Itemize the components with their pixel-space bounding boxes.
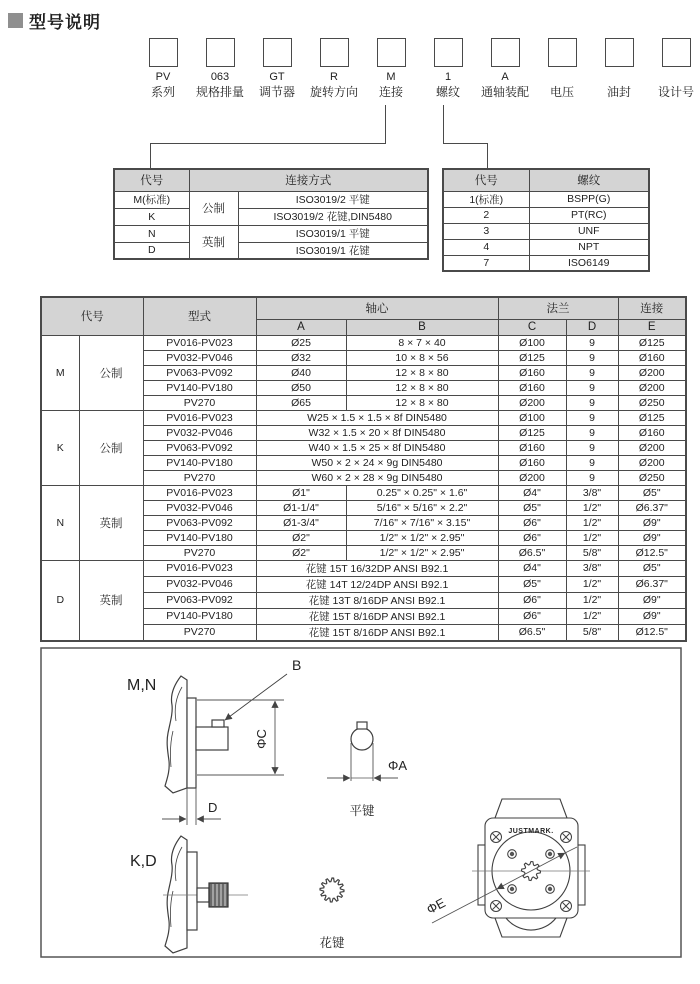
section-unit-cell: 英制 xyxy=(79,485,143,560)
model-cell: PV032-PV046 xyxy=(143,425,256,440)
connector-line xyxy=(443,143,488,144)
d-cell: 1/2" xyxy=(566,592,618,608)
thread-code-table xyxy=(442,168,650,272)
model-code-label: 旋转方向 xyxy=(309,85,358,99)
model-code-label: 系列 xyxy=(150,85,175,99)
e-cell: Ø6.37" xyxy=(618,576,686,592)
b-cell: 8 × 7 × 40 xyxy=(346,335,498,350)
a-cell: Ø40 xyxy=(256,365,346,380)
a-cell: Ø1-3/4" xyxy=(256,515,346,530)
code-cell: M(标准) xyxy=(114,191,189,208)
c-cell: Ø100 xyxy=(498,335,566,350)
model-cell: PV032-PV046 xyxy=(143,576,256,592)
section-bullet-icon xyxy=(8,13,23,28)
code-cell: D xyxy=(114,242,189,259)
e-cell: Ø160 xyxy=(618,425,686,440)
col-header: 螺纹 xyxy=(529,169,649,191)
model-code-item xyxy=(648,38,700,99)
model-code-value xyxy=(648,70,700,85)
col-header: 型式 xyxy=(143,297,256,335)
model-code-box xyxy=(206,38,235,67)
section-unit-cell: 公制 xyxy=(79,335,143,410)
e-cell: Ø9" xyxy=(618,515,686,530)
section-header xyxy=(8,8,101,33)
d-cell: 9 xyxy=(566,365,618,380)
brand-label: JUSTMARK. xyxy=(508,828,554,835)
c-cell: Ø125 xyxy=(498,425,566,440)
thread-cell: UNF xyxy=(529,223,649,239)
model-cell: PV270 xyxy=(143,545,256,560)
model-code-box xyxy=(605,38,634,67)
c-cell: Ø6" xyxy=(498,515,566,530)
e-cell: Ø5" xyxy=(618,485,686,500)
b-cell: 10 × 8 × 56 xyxy=(346,350,498,365)
code-cell: K xyxy=(114,208,189,225)
c-cell: Ø4" xyxy=(498,485,566,500)
c-cell: Ø6.5" xyxy=(498,624,566,641)
model-cell: PV063-PV092 xyxy=(143,592,256,608)
model-code-box xyxy=(149,38,178,67)
shaft-cell: 花键 13T 8/16DP ANSI B92.1 xyxy=(256,592,498,608)
model-cell: PV016-PV023 xyxy=(143,335,256,350)
table-row xyxy=(443,207,649,223)
diagram-border xyxy=(41,648,681,957)
d-cell: 9 xyxy=(566,410,618,425)
model-code-box xyxy=(491,38,520,67)
model-code-label: 连接 xyxy=(378,85,403,99)
table-row xyxy=(41,335,686,350)
connector-line xyxy=(443,105,444,143)
code-cell: 1(标准) xyxy=(443,191,529,207)
c-cell: Ø6" xyxy=(498,530,566,545)
d-cell: 3/8" xyxy=(566,485,618,500)
c-cell: Ø160 xyxy=(498,455,566,470)
shaft-cell: 花键 15T 8/16DP ANSI B92.1 xyxy=(256,608,498,624)
shaft-cell: W60 × 2 × 28 × 9g DIN5480 xyxy=(256,470,498,485)
e-cell: Ø9" xyxy=(618,608,686,624)
section-code-cell: N xyxy=(41,485,79,560)
table-row xyxy=(114,242,428,259)
d-cell: 5/8" xyxy=(566,545,618,560)
model-cell: PV016-PV023 xyxy=(143,560,256,576)
a-cell: Ø2" xyxy=(256,545,346,560)
model-cell: PV140-PV180 xyxy=(143,530,256,545)
model-code-label: 规格排量 xyxy=(195,85,244,99)
code-cell: 3 xyxy=(443,223,529,239)
table-row xyxy=(443,255,649,271)
dim-label-d: D xyxy=(208,800,218,815)
model-code-item xyxy=(135,38,191,99)
table-row xyxy=(443,191,649,207)
col-header: 代号 xyxy=(41,297,143,335)
c-cell: Ø6.5" xyxy=(498,545,566,560)
section-code-cell: K xyxy=(41,410,79,485)
col-header: 代号 xyxy=(114,169,189,191)
col-header: A xyxy=(256,319,346,335)
e-cell: Ø9" xyxy=(618,530,686,545)
model-code-box xyxy=(548,38,577,67)
col-header: B xyxy=(346,319,498,335)
model-cell: PV140-PV180 xyxy=(143,608,256,624)
d-cell: 1/2" xyxy=(566,500,618,515)
model-code-box xyxy=(320,38,349,67)
model-code-label: 油封 xyxy=(606,85,631,99)
d-cell: 9 xyxy=(566,335,618,350)
model-code-box xyxy=(377,38,406,67)
table-row xyxy=(41,410,686,425)
tr xyxy=(443,169,649,191)
c-cell: Ø200 xyxy=(498,470,566,485)
d-cell: 9 xyxy=(566,425,618,440)
col-header: 法兰 xyxy=(498,297,618,319)
d-cell: 1/2" xyxy=(566,608,618,624)
mode-cell: ISO3019/2 平键 xyxy=(238,191,428,208)
view-label-kd: K,D xyxy=(130,853,157,870)
c-cell: Ø125 xyxy=(498,350,566,365)
d-cell: 9 xyxy=(566,470,618,485)
d-cell: 1/2" xyxy=(566,515,618,530)
key-on-shaft xyxy=(212,720,224,727)
model-cell: PV032-PV046 xyxy=(143,350,256,365)
c-cell: Ø6" xyxy=(498,592,566,608)
e-cell: Ø250 xyxy=(618,470,686,485)
dim-label-phi-c: ΦC xyxy=(254,729,269,749)
section-code-cell: D xyxy=(41,560,79,641)
b-cell: 12 × 8 × 80 xyxy=(346,380,498,395)
model-code-value: 063 xyxy=(210,71,230,83)
connector-line xyxy=(150,143,151,168)
mode-cell: ISO3019/2 花键,DIN5480 xyxy=(238,208,428,225)
shaft-cell: W25 × 1.5 × 1.5 × 8f DIN5480 xyxy=(256,410,498,425)
model-code-value xyxy=(591,70,647,85)
model-code-box xyxy=(263,38,292,67)
e-cell: Ø160 xyxy=(618,350,686,365)
model-code-item xyxy=(306,38,362,99)
thread-cell: BSPP(G) xyxy=(529,191,649,207)
table-row xyxy=(114,208,428,225)
e-cell: Ø200 xyxy=(618,380,686,395)
model-cell: PV063-PV092 xyxy=(143,365,256,380)
connector-line xyxy=(487,143,488,168)
e-cell: Ø200 xyxy=(618,455,686,470)
connector-line xyxy=(385,105,386,143)
c-cell: Ø5" xyxy=(498,500,566,515)
model-code-value: M xyxy=(386,71,396,83)
e-cell: Ø12.5" xyxy=(618,545,686,560)
model-cell: PV016-PV023 xyxy=(143,485,256,500)
model-code-value: R xyxy=(330,71,338,83)
shaft-cell: 花键 15T 8/16DP ANSI B92.1 xyxy=(256,624,498,641)
thread-cell: ISO6149 xyxy=(529,255,649,271)
a-cell: Ø2" xyxy=(256,530,346,545)
a-cell: Ø1" xyxy=(256,485,346,500)
tr xyxy=(114,169,428,191)
shaft-cell: W40 × 1.5 × 25 × 8f DIN5480 xyxy=(256,440,498,455)
d-cell: 9 xyxy=(566,380,618,395)
d-cell: 9 xyxy=(566,395,618,410)
page-title: 型号说明 xyxy=(29,13,101,32)
d-cell: 1/2" xyxy=(566,576,618,592)
d-cell: 9 xyxy=(566,350,618,365)
table-row xyxy=(443,223,649,239)
model-code-value xyxy=(534,70,590,85)
d-cell: 1/2" xyxy=(566,530,618,545)
unit-cell: 英制 xyxy=(189,225,238,259)
c-cell: Ø6" xyxy=(498,608,566,624)
a-cell: Ø1-1/4" xyxy=(256,500,346,515)
e-cell: Ø125 xyxy=(618,410,686,425)
shaft-drawing-panel xyxy=(40,647,682,958)
model-code-label: 调节器 xyxy=(258,85,295,99)
c-cell: Ø200 xyxy=(498,395,566,410)
col-header: 轴心 xyxy=(256,297,498,319)
code-cell: 7 xyxy=(443,255,529,271)
d-cell: 5/8" xyxy=(566,624,618,641)
dim-label-phi-e: ΦE xyxy=(423,894,448,918)
model-cell: PV270 xyxy=(143,470,256,485)
model-code-item xyxy=(192,38,248,99)
model-code-label: 通轴装配 xyxy=(480,85,529,99)
model-code-value: GT xyxy=(269,71,285,83)
b-cell: 7/16" × 7/16" × 3.15" xyxy=(346,515,498,530)
unit-cell: 公制 xyxy=(189,191,238,225)
col-header: 连接 xyxy=(618,297,686,319)
code-cell: 4 xyxy=(443,239,529,255)
code-cell: N xyxy=(114,225,189,242)
c-cell: Ø4" xyxy=(498,560,566,576)
section-unit-cell: 公制 xyxy=(79,410,143,485)
model-code-label: 设计号 xyxy=(657,85,694,99)
model-cell: PV032-PV046 xyxy=(143,500,256,515)
model-code-item xyxy=(477,38,533,99)
e-cell: Ø12.5" xyxy=(618,624,686,641)
section-unit-cell: 英制 xyxy=(79,560,143,641)
col-header: 连接方式 xyxy=(189,169,428,191)
col-header: E xyxy=(618,319,686,335)
a-cell: Ø50 xyxy=(256,380,346,395)
dim-label-b: B xyxy=(292,657,302,673)
model-cell: PV140-PV180 xyxy=(143,455,256,470)
model-code-box xyxy=(434,38,463,67)
a-cell: Ø65 xyxy=(256,395,346,410)
shaft-cell: 花键 14T 12/24DP ANSI B92.1 xyxy=(256,576,498,592)
a-cell: Ø32 xyxy=(256,350,346,365)
spline-label: 花键 xyxy=(319,936,345,950)
col-header: C xyxy=(498,319,566,335)
model-cell: PV270 xyxy=(143,624,256,641)
mode-cell: ISO3019/1 花键 xyxy=(238,242,428,259)
model-cell: PV063-PV092 xyxy=(143,515,256,530)
shaft-cell: 花键 15T 16/32DP ANSI B92.1 xyxy=(256,560,498,576)
e-cell: Ø200 xyxy=(618,365,686,380)
b-cell: 0.25" × 0.25" × 1.6" xyxy=(346,485,498,500)
e-cell: Ø6.37" xyxy=(618,500,686,515)
model-cell: PV016-PV023 xyxy=(143,410,256,425)
model-code-item xyxy=(534,38,590,99)
a-cell: Ø25 xyxy=(256,335,346,350)
table-row xyxy=(114,191,428,208)
d-cell: 3/8" xyxy=(566,560,618,576)
section-code-cell: M xyxy=(41,335,79,410)
code-cell: 2 xyxy=(443,207,529,223)
col-header: D xyxy=(566,319,618,335)
b-cell: 5/16" × 5/16" × 2.2" xyxy=(346,500,498,515)
d-cell: 9 xyxy=(566,455,618,470)
model-code-value: PV xyxy=(155,71,171,83)
e-cell: Ø200 xyxy=(618,440,686,455)
model-code-item xyxy=(591,38,647,99)
tr xyxy=(41,297,686,319)
e-cell: Ø250 xyxy=(618,395,686,410)
b-cell: 1/2" × 1/2" × 2.95" xyxy=(346,530,498,545)
c-cell: Ø100 xyxy=(498,410,566,425)
e-cell: Ø5" xyxy=(618,560,686,576)
c-cell: Ø5" xyxy=(498,576,566,592)
b-cell: 1/2" × 1/2" × 2.95" xyxy=(346,545,498,560)
c-cell: Ø160 xyxy=(498,365,566,380)
model-cell: PV270 xyxy=(143,395,256,410)
mode-cell: ISO3019/1 平键 xyxy=(238,225,428,242)
table-row xyxy=(114,225,428,242)
model-code-item xyxy=(363,38,419,99)
model-code-box xyxy=(662,38,691,67)
model-code-item xyxy=(420,38,476,99)
model-cell: PV063-PV092 xyxy=(143,440,256,455)
model-code-label: 螺纹 xyxy=(435,85,460,99)
e-cell: Ø125 xyxy=(618,335,686,350)
d-cell: 9 xyxy=(566,440,618,455)
dim-label-phi-a: ΦA xyxy=(388,758,408,773)
connector-line xyxy=(150,143,386,144)
b-cell: 12 × 8 × 80 xyxy=(346,395,498,410)
model-code-value: 1 xyxy=(444,71,452,83)
thread-cell: PT(RC) xyxy=(529,207,649,223)
model-cell: PV140-PV180 xyxy=(143,380,256,395)
model-code-value: A xyxy=(501,71,509,83)
shaft-spec-table xyxy=(40,296,687,642)
key-notch xyxy=(357,722,367,729)
table-row xyxy=(41,485,686,500)
e-cell: Ø9" xyxy=(618,592,686,608)
table-row xyxy=(41,560,686,576)
shaft-cell: W32 × 1.5 × 20 × 8f DIN5480 xyxy=(256,425,498,440)
thread-cell: NPT xyxy=(529,239,649,255)
table-row xyxy=(443,239,649,255)
b-cell: 12 × 8 × 80 xyxy=(346,365,498,380)
view-label-mn: M,N xyxy=(127,677,157,694)
shaft-cell: W50 × 2 × 24 × 9g DIN5480 xyxy=(256,455,498,470)
model-code-item xyxy=(249,38,305,99)
model-code-label: 电压 xyxy=(549,85,574,99)
col-header: 代号 xyxy=(443,169,529,191)
flat-key-label: 平键 xyxy=(349,804,375,818)
c-cell: Ø160 xyxy=(498,380,566,395)
connection-code-table xyxy=(113,168,429,260)
c-cell: Ø160 xyxy=(498,440,566,455)
